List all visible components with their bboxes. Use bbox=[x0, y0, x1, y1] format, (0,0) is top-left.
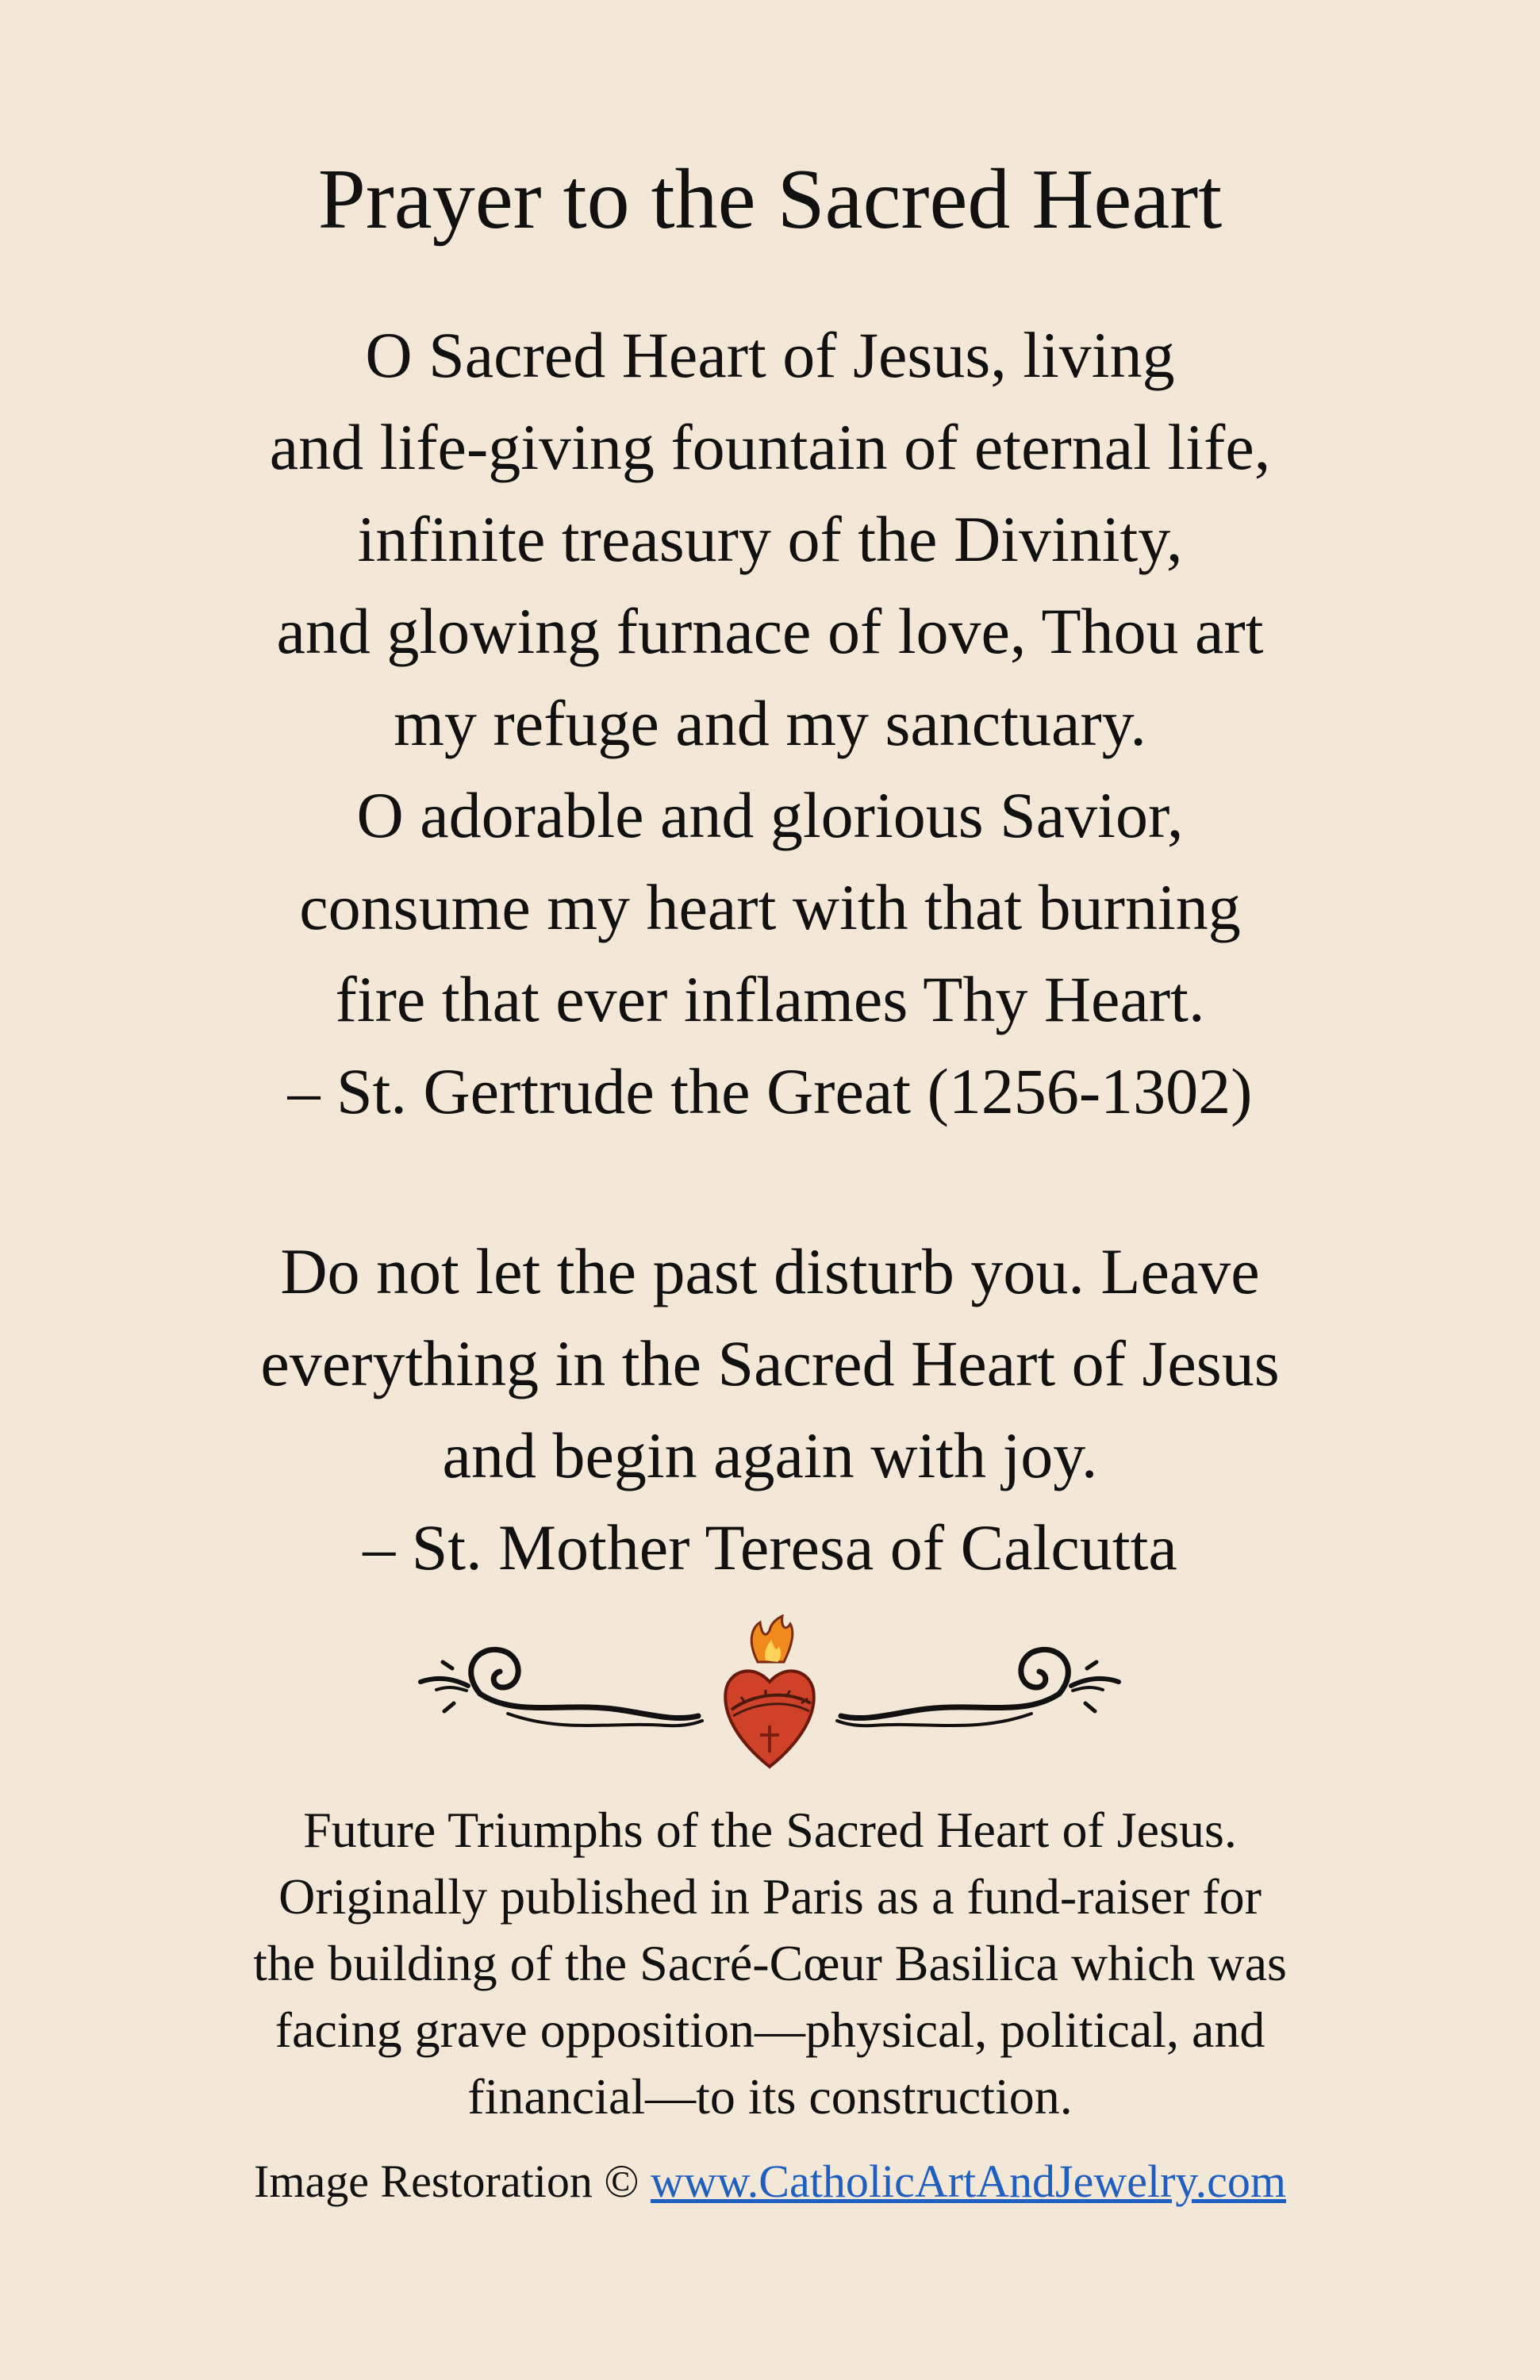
footer-line: Originally published in Paris as a fund-raiser for bbox=[278, 1868, 1262, 1925]
prayer-line: and life-giving fountain of eternal life, bbox=[269, 411, 1271, 483]
left-flourish-icon bbox=[421, 1649, 702, 1726]
footer-line: the building of the Sacré-Cœur Basilica which was bbox=[253, 1935, 1287, 1991]
page-title: Prayer to the Sacred Heart bbox=[317, 152, 1223, 247]
prayer-st-gertrude bbox=[0, 309, 1540, 1138]
prayer-line: infinite treasury of the Divinity, bbox=[357, 503, 1183, 575]
website-link[interactable]: www.CatholicArtAndJewelry.com bbox=[650, 2155, 1286, 2207]
quote-attribution: – St. Mother Teresa of Calcutta bbox=[363, 1511, 1177, 1583]
right-flourish-icon bbox=[837, 1649, 1119, 1726]
footer-line: Future Triumphs of the Sacred Heart of Jesus. bbox=[303, 1802, 1237, 1858]
sacred-heart-icon bbox=[725, 1616, 814, 1767]
footer-line: facing grave opposition—physical, political, and bbox=[275, 2002, 1265, 2058]
prayer-line: O Sacred Heart of Jesus, living bbox=[365, 319, 1175, 391]
image-credit bbox=[0, 2150, 1540, 2213]
prayer-line: consume my heart with that burning bbox=[299, 871, 1241, 943]
quote-line: Do not let the past disturb you. Leave bbox=[280, 1235, 1260, 1307]
footer-note bbox=[0, 1797, 1540, 2130]
footer-line: financial—to its construction. bbox=[467, 2068, 1073, 2125]
credit-prefix: Image Restoration © bbox=[254, 2155, 639, 2207]
prayer-attribution: – St. Gertrude the Great (1256-1302) bbox=[287, 1055, 1253, 1127]
prayer-line: and glowing furnace of love, Thou art bbox=[276, 595, 1264, 667]
quote-line: and begin again with joy. bbox=[442, 1419, 1098, 1491]
prayer-line: O adorable and glorious Savior, bbox=[356, 779, 1184, 851]
prayer-line: fire that ever inflames Thy Heart. bbox=[335, 963, 1205, 1035]
prayer-line: my refuge and my sanctuary. bbox=[394, 687, 1146, 759]
quote-line: everything in the Sacred Heart of Jesus bbox=[260, 1327, 1280, 1399]
sacred-heart-ornament bbox=[405, 1614, 1135, 1773]
quote-mother-teresa bbox=[0, 1226, 1540, 1594]
